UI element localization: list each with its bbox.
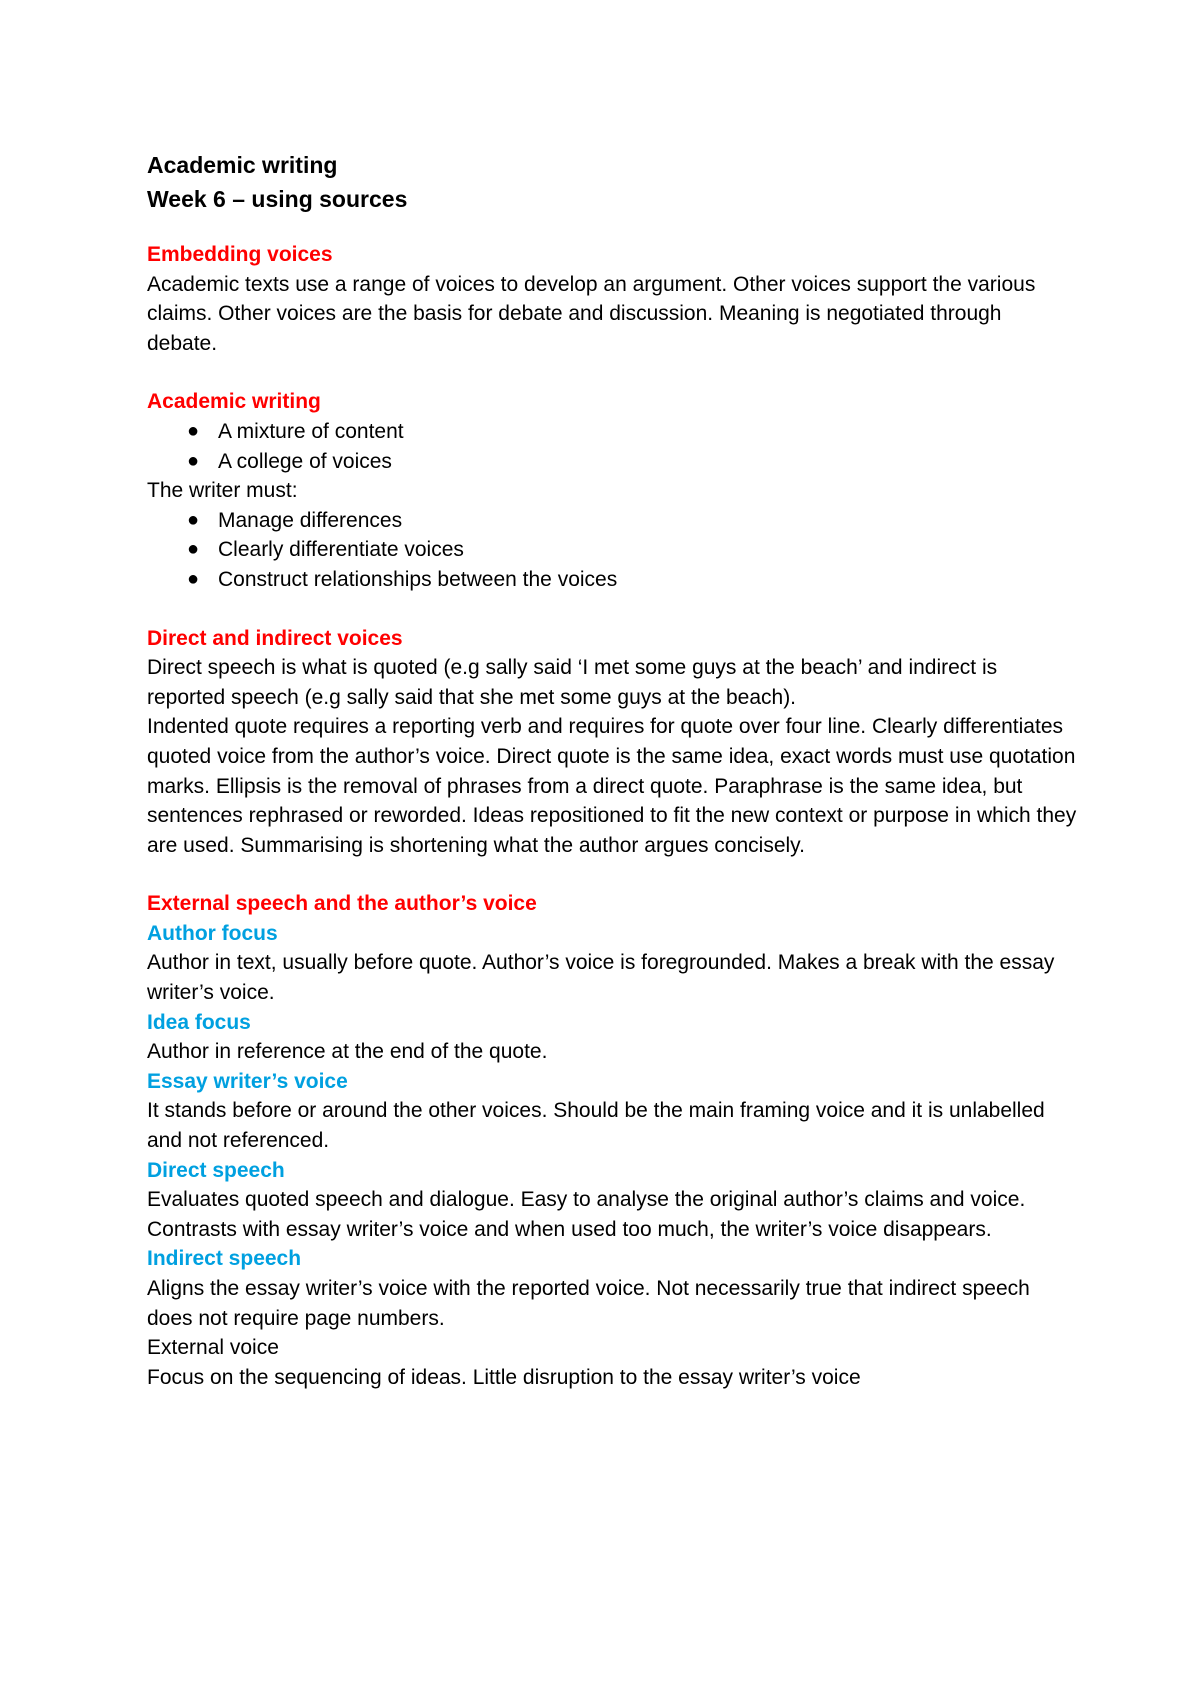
list-item [147, 506, 1077, 536]
subheading-direct-speech: Direct speech [147, 1158, 285, 1182]
external-voice-body: Focus on the sequencing of ideas. Little disruption to the essay writer’s voice [147, 1365, 861, 1389]
direct-indirect-para-1: Direct speech is what is quoted (e.g sally said ‘I met some guys at the beach’ and indirect is reported speech (e.g sally said that she met some guys at the beach). [147, 656, 998, 709]
heading-external-speech: External speech and the author’s voice [147, 892, 537, 916]
list-item [147, 565, 1077, 595]
list-item-text: A college of voices [218, 449, 392, 473]
writer-must-label: The writer must: [147, 479, 298, 503]
embedding-voices-body: Academic texts use a range of voices to develop an argument. Other voices support the various claims. Other voices are the basis for debate and discussion. Meaning is negotiated through debate. [147, 272, 1036, 355]
document-title: Academic writing [147, 152, 338, 178]
list-item [147, 447, 1077, 477]
section-embedding-voices [147, 240, 1077, 358]
title-block [147, 148, 1077, 216]
subheading-essay-writers-voice: Essay writer’s voice [147, 1069, 348, 1093]
section-external-speech [147, 889, 1077, 1392]
subheading-author-focus: Author focus [147, 921, 278, 945]
direct-speech-body: Evaluates quoted speech and dialogue. Easy to analyse the original author’s claims and voice. Contrasts with essay writer’s voice and when used too much, the writer’s voice disappears. [147, 1188, 1026, 1241]
bullet-icon: ● [187, 508, 200, 531]
external-voice-label: External voice [147, 1336, 279, 1360]
bullet-icon: ● [187, 538, 200, 561]
list-item [147, 417, 1077, 447]
bullet-icon: ● [187, 567, 200, 590]
list-item [147, 535, 1077, 565]
bullet-icon: ● [187, 449, 200, 472]
heading-academic-writing: Academic writing [147, 390, 321, 414]
bullet-list-content [147, 417, 1077, 476]
subheading-indirect-speech: Indirect speech [147, 1247, 302, 1271]
document-page [147, 148, 1077, 1421]
heading-direct-indirect: Direct and indirect voices [147, 626, 403, 650]
direct-indirect-para-2: Indented quote requires a reporting verb and requires for quote over four line. Clearly differentiates quoted voice from the author’s voice. Direct quote is the same idea, exact words must use quotation marks. Ellipsis is the removal of phrases from a direct quote. Paraphrase is the same idea, but sentences rephrased or reworded. Ideas repositioned to fit the new context or purpose in which they are used. Summarising is shortening what the author argues concisely. [147, 715, 1077, 857]
indirect-speech-body: Aligns the essay writer’s voice with the reported voice. Not necessarily true that indirect speech does not require page numbers. [147, 1277, 1030, 1330]
list-item-text: Clearly differentiate voices [218, 538, 464, 562]
bullet-list-writer [147, 506, 1077, 595]
list-item-text: Construct relationships between the voices [218, 567, 618, 591]
document-subtitle: Week 6 – using sources [147, 186, 408, 212]
author-focus-body: Author in text, usually before quote. Author’s voice is foregrounded. Makes a break with the essay writer’s voice. [147, 951, 1055, 1005]
heading-embedding-voices: Embedding voices [147, 243, 333, 266]
section-direct-indirect [147, 624, 1077, 861]
list-item-text: Manage differences [218, 508, 403, 532]
bullet-icon: ● [187, 419, 200, 442]
list-item-text: A mixture of content [218, 419, 404, 443]
section-academic-writing [147, 387, 1077, 594]
essay-writers-voice-body: It stands before or around the other voices. Should be the main framing voice and it is unlabelled and not referenced. [147, 1099, 1045, 1153]
idea-focus-body: Author in reference at the end of the quote. [147, 1040, 548, 1064]
subheading-idea-focus: Idea focus [147, 1010, 251, 1034]
